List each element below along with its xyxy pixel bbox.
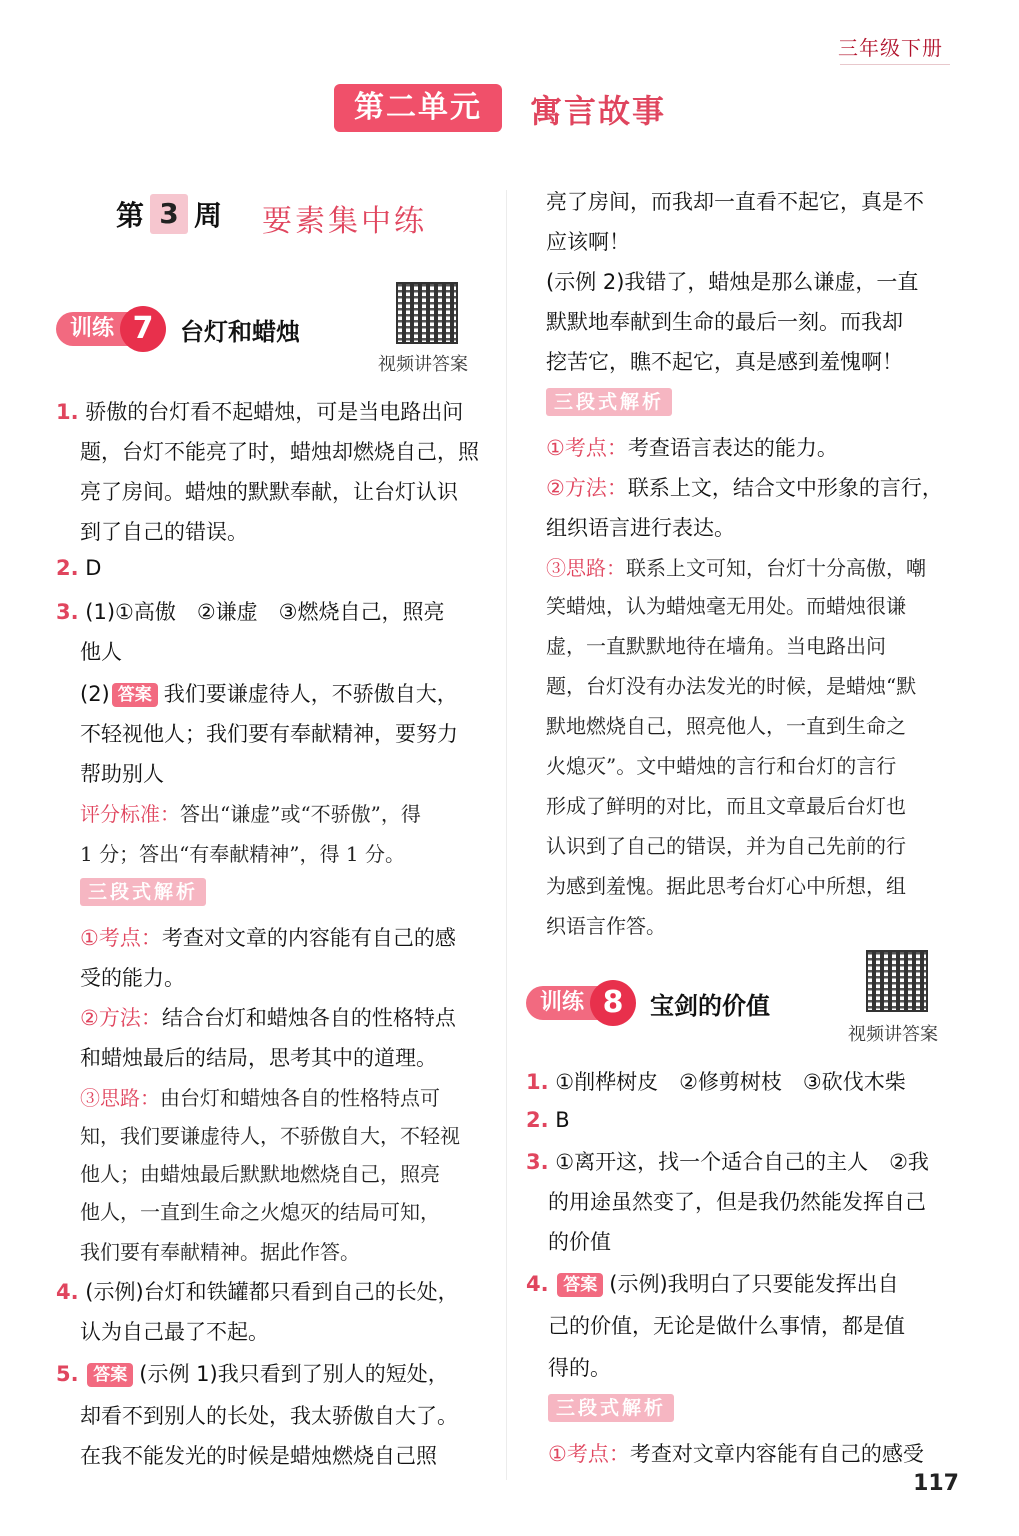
header-rule — [840, 64, 950, 65]
analysis-thinking-line: 认识到了自己的错误，并为自己先前的行 — [546, 834, 906, 858]
question-5-line: 在我不能发光的时候是蜡烛燃烧自己照 — [80, 1444, 437, 1468]
analysis-thinking-line: 知，我们要谦虚待人，不骄傲自大，不轻视 — [80, 1124, 460, 1148]
analysis-thinking-line: 形成了鲜明的对比，而且文章最后台灯也 — [546, 794, 906, 818]
question-4: 4. (示例)台灯和铁罐都只看到自己的长处， — [56, 1280, 459, 1304]
question-3-answer: (2) 答案 我们要谦虚待人，不骄傲自大， — [80, 682, 458, 706]
question-5-continued: 挖苦它，瞧不起它，真是感到羞愧啊！ — [546, 350, 903, 374]
training-title: 台灯和蜡烛 — [180, 317, 301, 346]
training-7-heading — [56, 306, 300, 352]
analysis-method: ②方法：联系上文，结合文中形象的言行， — [546, 476, 943, 500]
question-3-answer-line: 帮助别人 — [80, 762, 164, 786]
question-5-example-2: (示例 2)我错了，蜡烛是那么谦虚，一直 — [546, 270, 919, 294]
score-standard-line: 1 分；答出“有奉献精神”，得 1 分。 — [80, 842, 405, 866]
unit-title: 寓言故事 — [530, 92, 667, 130]
analysis-point: ①考点：考查语言表达的能力。 — [546, 436, 838, 460]
page-number: 117 — [913, 1471, 959, 1496]
week-prefix: 第 — [116, 199, 145, 232]
question-3: 3. ①离开这，找一个适合自己的主人 ②我 — [526, 1150, 929, 1174]
analysis-thinking-line: 虚，一直默默地待在墙角。当电路出问 — [546, 634, 886, 658]
training-pill: 训练 — [526, 986, 598, 1020]
question-1: 1. ①削桦树皮 ②修剪树枝 ③砍伐木柴 — [526, 1070, 906, 1094]
analysis-thinking-line: 题，台灯没有办法发光的时候，是蜡烛“默 — [546, 674, 917, 698]
question-3-answer-line: 不轻视他人；我们要有奉献精神，要努力 — [80, 722, 458, 746]
score-standard: 评分标准：答出“谦虚”或“不骄傲”，得 — [80, 802, 421, 826]
analysis-label: 三段式解析 — [80, 878, 206, 906]
qr-label: 视频讲答案 — [848, 1024, 938, 1045]
analysis-method-line: 组织语言进行表达。 — [546, 516, 735, 540]
training-number: 8 — [590, 980, 636, 1026]
training-title: 宝剑的价值 — [650, 991, 771, 1020]
analysis-point: ①考点：考查对文章内容能有自己的感受 — [548, 1442, 924, 1466]
analysis-thinking-line: 他人；由蜡烛最后默默地燃烧自己，照亮 — [80, 1162, 440, 1186]
question-1-line: 题，台灯不能亮了时，蜡烛却燃烧自己，照 — [80, 440, 479, 464]
analysis-thinking-line: 为感到羞愧。据此思考台灯心中所想，组 — [546, 874, 906, 898]
question-3-line: 的用途虽然变了，但是我仍然能发挥自己 — [548, 1190, 926, 1214]
question-4: 4. 答案 (示例)我明白了只要能发挥出自 — [526, 1272, 899, 1296]
analysis-thinking-line: 火熄灭”。文中蜡烛的言行和台灯的言行 — [546, 754, 897, 778]
column-divider — [506, 190, 507, 1480]
analysis-point: ①考点：考查对文章的内容能有自己的感 — [80, 926, 456, 950]
week-heading — [116, 194, 222, 234]
question-2: 2. B — [526, 1108, 570, 1132]
question-3: 3. (1)①高傲 ②谦虚 ③燃烧自己，照亮 — [56, 600, 445, 624]
question-1: 1. 骄傲的台灯看不起蜡烛，可是当电路出问 — [56, 400, 464, 424]
question-4-line: 己的价值，无论是做什么事情，都是值 — [548, 1314, 905, 1338]
training-pill: 训练 — [56, 312, 128, 346]
answer-tag: 答案 — [87, 1363, 133, 1387]
analysis-thinking-line: 织语言作答。 — [546, 914, 666, 938]
answer-tag: 答案 — [112, 683, 158, 707]
question-4-line: 得的。 — [548, 1356, 611, 1380]
grade-label: 三年级下册 — [838, 36, 943, 60]
analysis-thinking-line: 默地燃烧自己，照亮他人，一直到生命之 — [546, 714, 906, 738]
answer-tag: 答案 — [557, 1273, 603, 1297]
analysis-thinking-line: 笑蜡烛，认为蜡烛毫无用处。而蜡烛很谦 — [546, 594, 906, 618]
question-5-continued: 应该啊！ — [546, 230, 630, 254]
unit-badge: 第二单元 — [334, 84, 502, 132]
qr-label: 视频讲答案 — [378, 354, 468, 375]
training-8-heading — [526, 980, 770, 1026]
question-3-line: 的价值 — [548, 1230, 611, 1254]
question-5: 5. 答案 (示例 1)我只看到了别人的短处， — [56, 1362, 449, 1386]
training-number: 7 — [120, 306, 166, 352]
analysis-thinking: ③思路：联系上文可知，台灯十分高傲，嘲 — [546, 556, 926, 580]
question-5-line: 却看不到别人的长处，我太骄傲自大了。 — [80, 1404, 458, 1428]
analysis-method: ②方法：结合台灯和蜡烛各自的性格特点 — [80, 1006, 456, 1030]
week-subtitle: 要素集中练 — [262, 204, 427, 239]
question-2: 2. D — [56, 556, 102, 580]
question-1-line: 到了自己的错误。 — [80, 520, 248, 544]
week-suffix: 周 — [194, 199, 223, 232]
qr-code-icon[interactable] — [396, 282, 458, 344]
week-number: 3 — [150, 194, 188, 234]
question-5-continued: 默默地奉献到生命的最后一刻。而我却 — [546, 310, 903, 334]
analysis-thinking-line: 我们要有奉献精神。据此作答。 — [80, 1240, 360, 1264]
question-5-continued: 亮了房间，而我却一直看不起它，真是不 — [546, 190, 924, 214]
analysis-label: 三段式解析 — [548, 1394, 674, 1422]
question-4-line: 认为自己最了不起。 — [80, 1320, 269, 1344]
analysis-label: 三段式解析 — [546, 388, 672, 416]
qr-code-icon[interactable] — [866, 950, 928, 1012]
analysis-point-line: 受的能力。 — [80, 966, 185, 990]
question-1-line: 亮了房间。蜡烛的默默奉献，让台灯认识 — [80, 480, 458, 504]
analysis-method-line: 和蜡烛最后的结局，思考其中的道理。 — [80, 1046, 437, 1070]
analysis-thinking-line: 他人，一直到生命之火熄灭的结局可知， — [80, 1200, 440, 1224]
analysis-thinking: ③思路：由台灯和蜡烛各自的性格特点可 — [80, 1086, 440, 1110]
question-3-line: 他人 — [80, 640, 122, 664]
